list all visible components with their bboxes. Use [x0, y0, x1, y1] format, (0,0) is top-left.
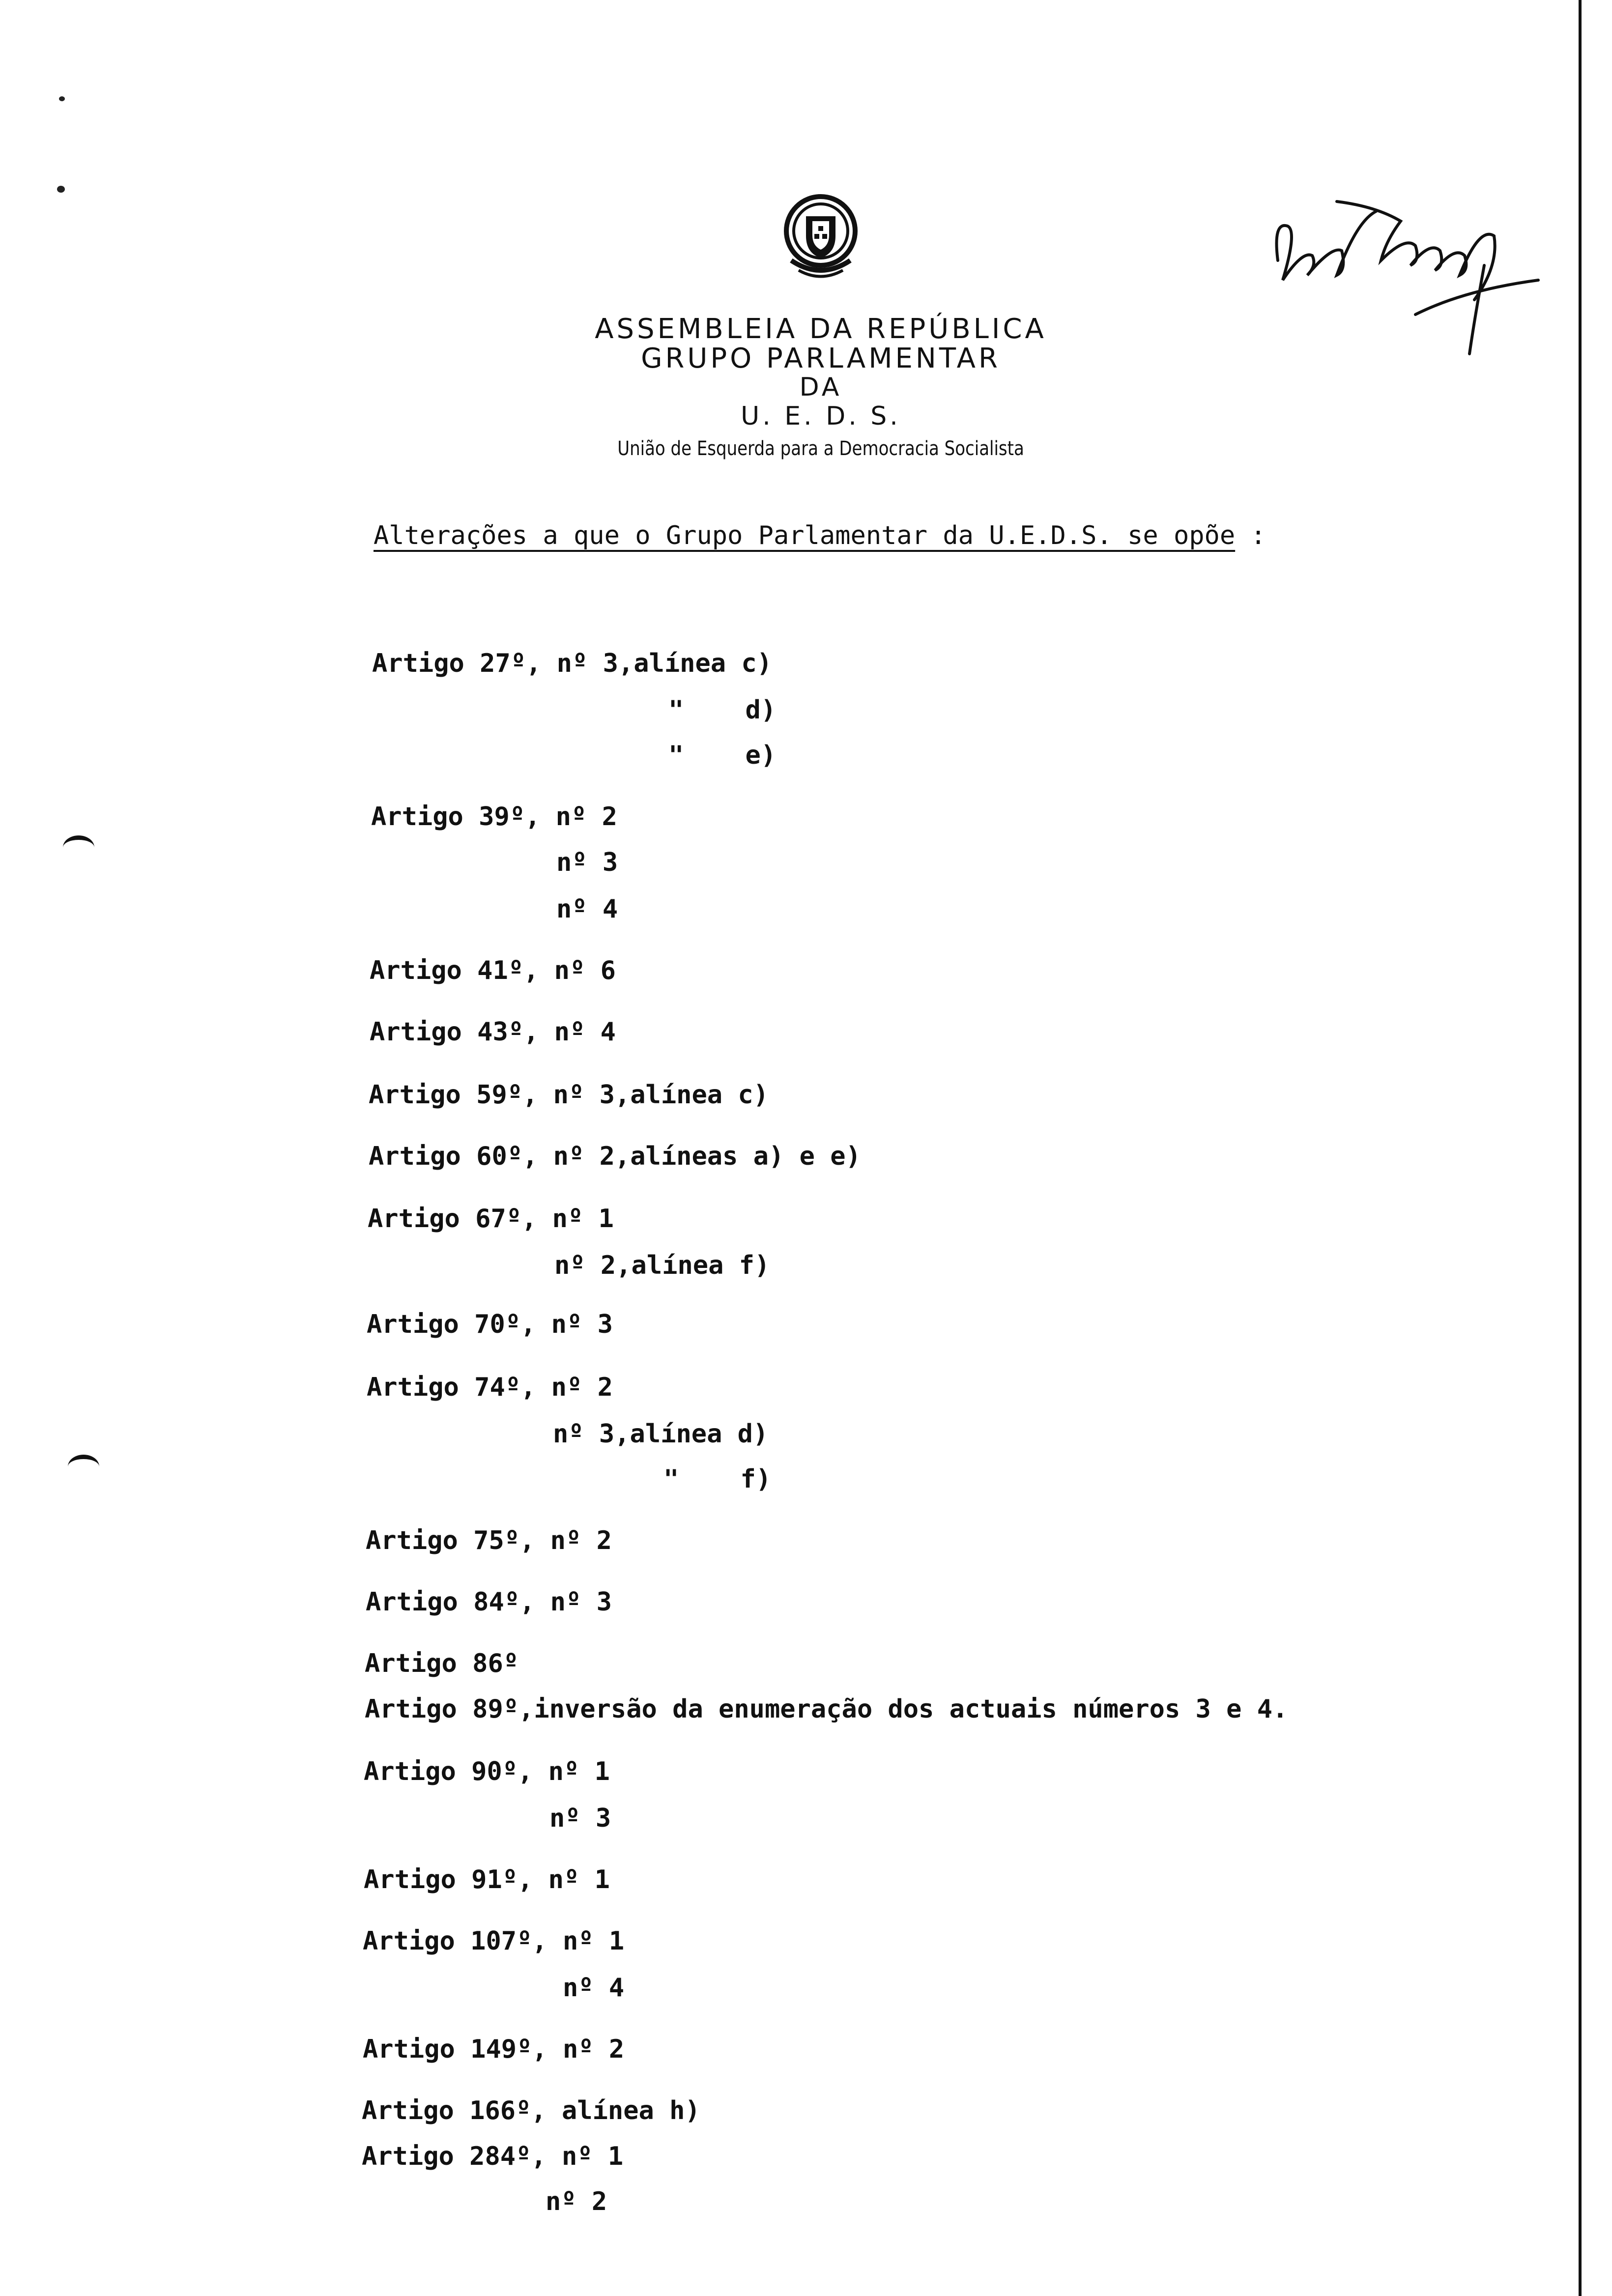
list-item: Artigo 59º, nº 3,alínea c) — [369, 1080, 769, 1110]
handwritten-signature — [1268, 192, 1543, 359]
list-item: Artigo 90º, nº 1 — [364, 1757, 610, 1786]
list-item: Artigo 86º — [365, 1649, 519, 1678]
list-item: Artigo 74º, nº 2 — [367, 1373, 613, 1402]
list-item: Artigo 39º, nº 2 — [371, 802, 617, 832]
list-item: nº 3 — [549, 1804, 611, 1833]
list-item: Artigo 27º, nº 3,alínea c) — [372, 649, 772, 678]
list-item: nº 2,alínea f) — [554, 1251, 770, 1280]
letterhead-line-3: DA — [799, 373, 842, 402]
list-item: Artigo 41º, nº 6 — [370, 956, 616, 985]
list-item: Artigo 149º, nº 2 — [363, 2035, 625, 2064]
list-item: Artigo 91º, nº 1 — [364, 1865, 610, 1894]
list-item: " f) — [663, 1464, 772, 1494]
list-item: Artigo 60º, nº 2,alíneas a) e e) — [369, 1142, 861, 1171]
letterhead-line-1: ASSEMBLEIA DA REPÚBLICA — [595, 313, 1047, 345]
letterhead — [506, 315, 1135, 466]
list-item: Artigo 43º, nº 4 — [370, 1017, 616, 1047]
list-item: nº 4 — [563, 1973, 625, 2003]
coat-of-arms-emblem — [774, 187, 867, 285]
letterhead-line-5: União de Esquerda para a Democracia Socialista — [617, 437, 1024, 460]
list-item: Artigo 89º,inversão da enumeração dos actuais números 3 e 4. — [365, 1694, 1288, 1724]
scan-speck — [59, 96, 65, 101]
list-item: Artigo 284º, nº 1 — [362, 2142, 624, 2171]
list-item: Artigo 84º, nº 3 — [366, 1587, 612, 1617]
page-right-edge — [1579, 0, 1582, 2296]
list-item: Artigo 166º, alínea h) — [362, 2096, 700, 2125]
list-item: nº 2 — [546, 2187, 607, 2216]
list-item: Artigo 107º, nº 1 — [363, 1926, 625, 1956]
punch-hole-mark — [63, 835, 94, 860]
punch-hole-mark — [68, 1455, 99, 1479]
list-item: " d) — [668, 695, 777, 725]
list-item: Artigo 70º, nº 3 — [367, 1310, 613, 1339]
list-item: Artigo 67º, nº 1 — [368, 1204, 614, 1234]
letterhead-line-2: GRUPO PARLAMENTAR — [641, 343, 1001, 374]
list-item: " e) — [668, 741, 777, 770]
heading-colon: : — [1250, 521, 1266, 550]
letterhead-line-4: U. E. D. S. — [741, 402, 901, 431]
list-item: nº 3 — [556, 848, 618, 877]
list-item: Artigo 75º, nº 2 — [366, 1526, 612, 1555]
list-item: nº 4 — [556, 894, 618, 924]
heading-text: Alterações a que o Grupo Parlamentar da U.E.D.S. se opõe — [374, 521, 1236, 550]
document-heading — [374, 521, 1266, 550]
scan-speck — [57, 186, 65, 193]
list-item: nº 3,alínea d) — [553, 1419, 769, 1449]
